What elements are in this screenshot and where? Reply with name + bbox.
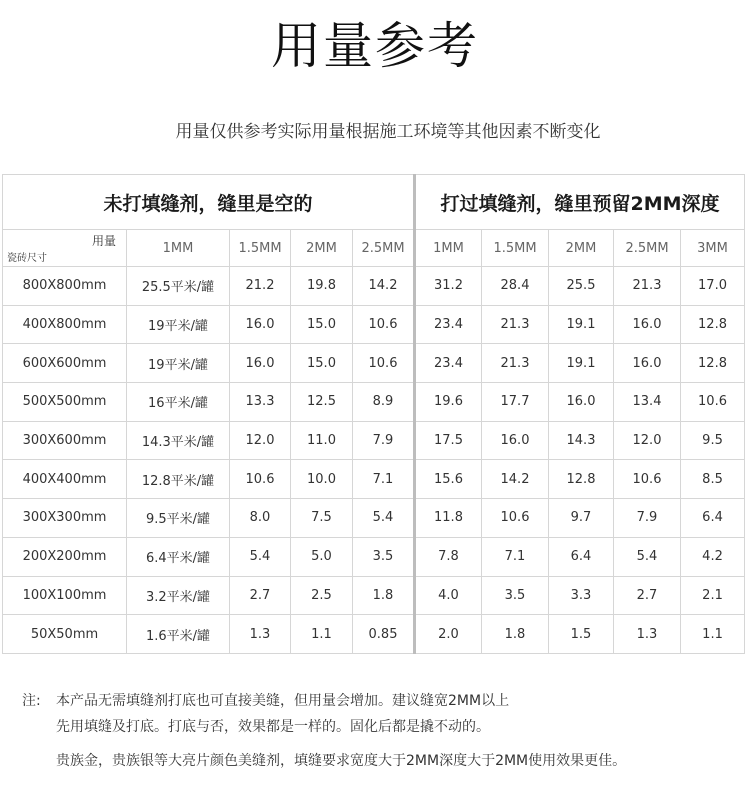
usage-cell: 3.3 (549, 576, 614, 615)
tile-size-cell: 400X400mm (3, 460, 127, 499)
usage-cell: 2.5 (291, 576, 353, 615)
table-row (3, 615, 745, 654)
tile-size-cell: 800X800mm (3, 267, 127, 306)
usage-cell: 10.6 (230, 460, 291, 499)
usage-cell: 10.0 (291, 460, 353, 499)
table-row (3, 499, 745, 538)
usage-cell: 6.4 (681, 499, 745, 538)
column-header: 1.5MM (230, 230, 291, 267)
corner-size-label: 瓷砖尺寸 (7, 253, 47, 264)
column-header: 1MM (127, 230, 230, 267)
usage-cell: 21.2 (230, 267, 291, 306)
table-row (3, 267, 745, 306)
usage-cell: 31.2 (415, 267, 482, 306)
usage-cell: 2.7 (230, 576, 291, 615)
usage-cell: 1.3 (230, 615, 291, 654)
tile-size-cell: 600X600mm (3, 344, 127, 383)
coverage-cell: 19平米/罐 (127, 305, 230, 344)
usage-cell: 19.8 (291, 267, 353, 306)
page-title: 用量参考 (271, 17, 479, 75)
usage-cell: 23.4 (415, 305, 482, 344)
column-header: 1.5MM (482, 230, 549, 267)
usage-cell: 7.9 (614, 499, 681, 538)
usage-cell: 13.4 (614, 383, 681, 422)
coverage-cell: 1.6平米/罐 (127, 615, 230, 654)
usage-cell: 15.0 (291, 344, 353, 383)
usage-cell: 16.0 (230, 305, 291, 344)
usage-cell: 9.5 (681, 421, 745, 460)
usage-cell: 7.9 (353, 421, 415, 460)
column-header: 2.5MM (614, 230, 681, 267)
usage-cell: 2.0 (415, 615, 482, 654)
usage-cell: 12.5 (291, 383, 353, 422)
usage-cell: 1.8 (353, 576, 415, 615)
page-subtitle: 用量仅供参考实际用量根据施工环境等其他因素不断变化 (175, 122, 601, 142)
usage-cell: 7.5 (291, 499, 353, 538)
usage-cell: 19.1 (549, 305, 614, 344)
tile-size-cell: 100X100mm (3, 576, 127, 615)
usage-cell: 16.0 (482, 421, 549, 460)
usage-cell: 1.5 (549, 615, 614, 654)
coverage-cell: 9.5平米/罐 (127, 499, 230, 538)
usage-cell: 1.1 (681, 615, 745, 654)
usage-cell: 17.7 (482, 383, 549, 422)
usage-cell: 16.0 (230, 344, 291, 383)
usage-cell: 7.1 (482, 537, 549, 576)
usage-cell: 17.0 (681, 267, 745, 306)
usage-cell: 5.4 (353, 499, 415, 538)
usage-cell: 7.1 (353, 460, 415, 499)
column-header: 2.5MM (353, 230, 415, 267)
tile-size-cell: 200X200mm (3, 537, 127, 576)
table-row (3, 305, 745, 344)
coverage-cell: 12.8平米/罐 (127, 460, 230, 499)
note-line-3: 贵族金，贵族银等大亮片颜色美缝剂，填缝要求宽度大于2MM深度大于2MM使用效果更佳。 (56, 753, 627, 769)
coverage-cell: 25.5平米/罐 (127, 267, 230, 306)
note-label: 注: (22, 693, 41, 709)
usage-cell: 3.5 (353, 537, 415, 576)
usage-cell: 12.0 (614, 421, 681, 460)
usage-cell: 5.4 (614, 537, 681, 576)
usage-cell: 10.6 (353, 344, 415, 383)
usage-cell: 10.6 (681, 383, 745, 422)
usage-cell: 14.2 (482, 460, 549, 499)
usage-cell: 8.9 (353, 383, 415, 422)
usage-cell: 15.0 (291, 305, 353, 344)
column-header: 1MM (415, 230, 482, 267)
coverage-cell: 3.2平米/罐 (127, 576, 230, 615)
usage-cell: 2.7 (614, 576, 681, 615)
corner-header (3, 230, 127, 267)
usage-cell: 21.3 (482, 305, 549, 344)
note-line-1 (22, 690, 742, 712)
usage-cell: 16.0 (614, 305, 681, 344)
table-row (3, 421, 745, 460)
corner-usage-label: 用量 (91, 234, 116, 248)
table-row (3, 537, 745, 576)
usage-cell: 5.4 (230, 537, 291, 576)
usage-cell: 10.6 (482, 499, 549, 538)
group-header-unfilled: 未打填缝剂，缝里是空的 (3, 175, 415, 230)
usage-cell: 12.8 (549, 460, 614, 499)
usage-cell: 10.6 (353, 305, 415, 344)
usage-cell: 11.8 (415, 499, 482, 538)
usage-cell: 4.0 (415, 576, 482, 615)
coverage-cell: 6.4平米/罐 (127, 537, 230, 576)
usage-cell: 21.3 (482, 344, 549, 383)
usage-cell: 23.4 (415, 344, 482, 383)
table-row (3, 460, 745, 499)
usage-cell: 19.6 (415, 383, 482, 422)
usage-table-body (3, 267, 745, 654)
column-header: 2MM (549, 230, 614, 267)
usage-cell: 8.0 (230, 499, 291, 538)
usage-cell: 1.8 (482, 615, 549, 654)
usage-cell: 16.0 (549, 383, 614, 422)
usage-cell: 21.3 (614, 267, 681, 306)
usage-cell: 2.1 (681, 576, 745, 615)
usage-cell: 7.8 (415, 537, 482, 576)
column-header: 2MM (291, 230, 353, 267)
tile-size-cell: 50X50mm (3, 615, 127, 654)
usage-cell: 17.5 (415, 421, 482, 460)
usage-cell: 16.0 (614, 344, 681, 383)
usage-cell: 28.4 (482, 267, 549, 306)
usage-cell: 14.2 (353, 267, 415, 306)
usage-cell: 8.5 (681, 460, 745, 499)
note-line-2: 先用填缝及打底。打底与否，效果都是一样的。固化后都是撬不动的。 (56, 719, 490, 735)
usage-cell: 10.6 (614, 460, 681, 499)
tile-size-cell: 500X500mm (3, 383, 127, 422)
usage-cell: 15.6 (415, 460, 482, 499)
note-text-1: 本产品无需填缝剂打底也可直接美缝，但用量会增加。建议缝宽2MM以上 (56, 693, 510, 709)
usage-cell: 14.3 (549, 421, 614, 460)
tile-size-cell: 400X800mm (3, 305, 127, 344)
usage-cell: 12.8 (681, 344, 745, 383)
usage-cell: 6.4 (549, 537, 614, 576)
group-header-filled: 打过填缝剂，缝里预留2MM深度 (415, 175, 745, 230)
coverage-cell: 14.3平米/罐 (127, 421, 230, 460)
usage-cell: 25.5 (549, 267, 614, 306)
usage-cell: 12.0 (230, 421, 291, 460)
usage-cell: 5.0 (291, 537, 353, 576)
tile-size-cell: 300X600mm (3, 421, 127, 460)
usage-cell: 19.1 (549, 344, 614, 383)
coverage-cell: 19平米/罐 (127, 344, 230, 383)
table-row (3, 344, 745, 383)
usage-table (2, 174, 745, 654)
usage-cell: 1.1 (291, 615, 353, 654)
column-header: 3MM (681, 230, 745, 267)
usage-cell: 11.0 (291, 421, 353, 460)
usage-cell: 0.85 (353, 615, 415, 654)
usage-cell: 1.3 (614, 615, 681, 654)
tile-size-cell: 300X300mm (3, 499, 127, 538)
coverage-cell: 16平米/罐 (127, 383, 230, 422)
usage-cell: 13.3 (230, 383, 291, 422)
table-row (3, 383, 745, 422)
usage-cell: 9.7 (549, 499, 614, 538)
usage-cell: 3.5 (482, 576, 549, 615)
usage-cell: 12.8 (681, 305, 745, 344)
table-row (3, 576, 745, 615)
usage-cell: 4.2 (681, 537, 745, 576)
